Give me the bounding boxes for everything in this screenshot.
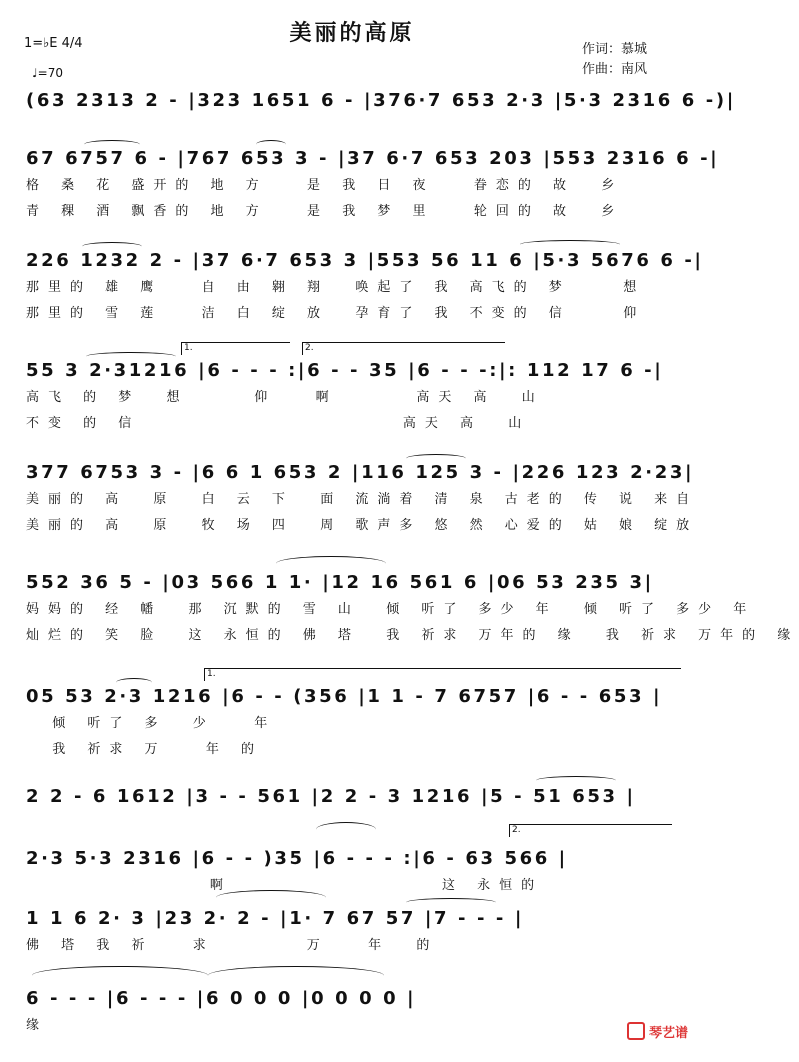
slur bbox=[316, 822, 376, 837]
lyric-verse-1 bbox=[26, 118, 686, 138]
slur bbox=[276, 556, 386, 571]
lyric-verse-1: 妈妈的 经 幡 那 沉默的 雪 山 倾 听了 多少 年 倾 听了 多少 年 bbox=[26, 602, 756, 617]
lyric-verse-1: 高飞 的 梦 想 仰 啊 高天 高 山 bbox=[26, 390, 544, 405]
lyric-verse-1: 美丽的 高 原 白 云 下 面 流淌着 清 泉 古老的 传 说 来自 bbox=[26, 492, 699, 507]
second-ending-bracket: 2. bbox=[509, 824, 672, 837]
notation-line: 05 53 2·3 1216 |6 - - (356 |1 1 - 7 6757 |6 - - 653 | bbox=[26, 686, 663, 707]
notation-line: 1 1 6 2· 3 |23 2· 2 - |1· 7 67 57 |7 - - - | bbox=[26, 908, 525, 929]
slur bbox=[216, 890, 326, 905]
lyric-verse-1: 格 桑 花 盛开的 地 方 是 我 日 夜 眷恋的 故 乡 bbox=[26, 178, 624, 193]
logo-icon bbox=[627, 1022, 645, 1040]
lyric-verse-1: 佛 塔 我 祈 求 万 年 的 bbox=[26, 938, 439, 953]
tie bbox=[208, 966, 384, 985]
notation-line: 552 36 5 - |03 566 1 1· |12 16 561 6 |06 53 235 3| bbox=[26, 572, 654, 593]
watermark-text: 琴艺谱 bbox=[648, 1026, 688, 1041]
notation-line: 6 - - - |6 - - - |6 0 0 0 |0 0 0 0 | bbox=[26, 988, 417, 1009]
first-ending-bracket: 1. bbox=[204, 668, 681, 681]
notation-line: 377 6753 3 - |6 6 1 653 2 |116 125 3 - |226 123 2·23| bbox=[26, 462, 695, 483]
lyric-verse-2: 灿烂的 笑 脸 这 永恒的 佛 塔 我 祈求 万年的 缘 我 祈求 万年的 缘 bbox=[26, 628, 799, 643]
first-ending-bracket: 1. bbox=[181, 342, 290, 355]
notation-line: 2 2 - 6 1612 |3 - - 561 |2 2 - 3 1216 |5 - 51 653 | bbox=[26, 786, 636, 807]
notation-line: 2·3 5·3 2316 |6 - - )35 |6 - - - :|6 - 63 566 | bbox=[26, 848, 568, 869]
composer-credit: 作曲：南风 bbox=[582, 62, 648, 77]
key-signature: 1=♭E 4/4 bbox=[24, 36, 83, 51]
lyricist-credit: 作词：慕城 bbox=[582, 42, 648, 57]
site-watermark bbox=[627, 1022, 688, 1041]
notation-line: (63 2313 2 - |323 1651 6 - |376·7 653 2·3 |5·3 2316 6 -)| bbox=[26, 90, 736, 111]
tie bbox=[32, 966, 208, 985]
lyric-verse-1: 倾 听了 多 少 年 bbox=[26, 716, 277, 731]
notation-line: 226 1232 2 - |37 6·7 653 3 |553 56 11 6 |5·3 5676 6 -| bbox=[26, 250, 704, 271]
lyric-verse-1: 那里的 雄 鹰 自 由 翱 翔 唤起了 我 高飞的 梦 想 bbox=[26, 280, 646, 295]
tempo-marking: ♩=70 bbox=[32, 66, 63, 80]
notation-line: 55 3 2·31216 |6 - - - :|6 - - 35 |6 - - -:|: 112 17 6 -| bbox=[26, 360, 664, 381]
lyric-verse-2: 美丽的 高 原 牧 场 四 周 歌声多 悠 然 心爱的 姑 娘 绽放 bbox=[26, 518, 699, 533]
lyric-verse-2: 青 稞 酒 飘香的 地 方 是 我 梦 里 轮回的 故 乡 bbox=[26, 204, 624, 219]
lyric-verse-2: 不变 的 信 高天 高 山 bbox=[26, 416, 531, 431]
lyric-verse-1: 啊 这 永恒的 bbox=[26, 878, 544, 893]
lyric-verse-2: 那里的 雪 莲 洁 白 绽 放 孕育了 我 不变的 信 仰 bbox=[26, 306, 646, 321]
lyric-verse-1: 缘 bbox=[26, 1018, 49, 1033]
lyric-verse-2: 我 祈求 万 年 的 bbox=[26, 742, 264, 757]
second-ending-bracket: 2. bbox=[302, 342, 505, 355]
song-title: 美丽的高原 bbox=[289, 21, 415, 46]
lyric-verse-2 bbox=[26, 1042, 686, 1062]
notation-line: 67 6757 6 - |767 653 3 - |37 6·7 653 203 |553 2316 6 -| bbox=[26, 148, 720, 169]
